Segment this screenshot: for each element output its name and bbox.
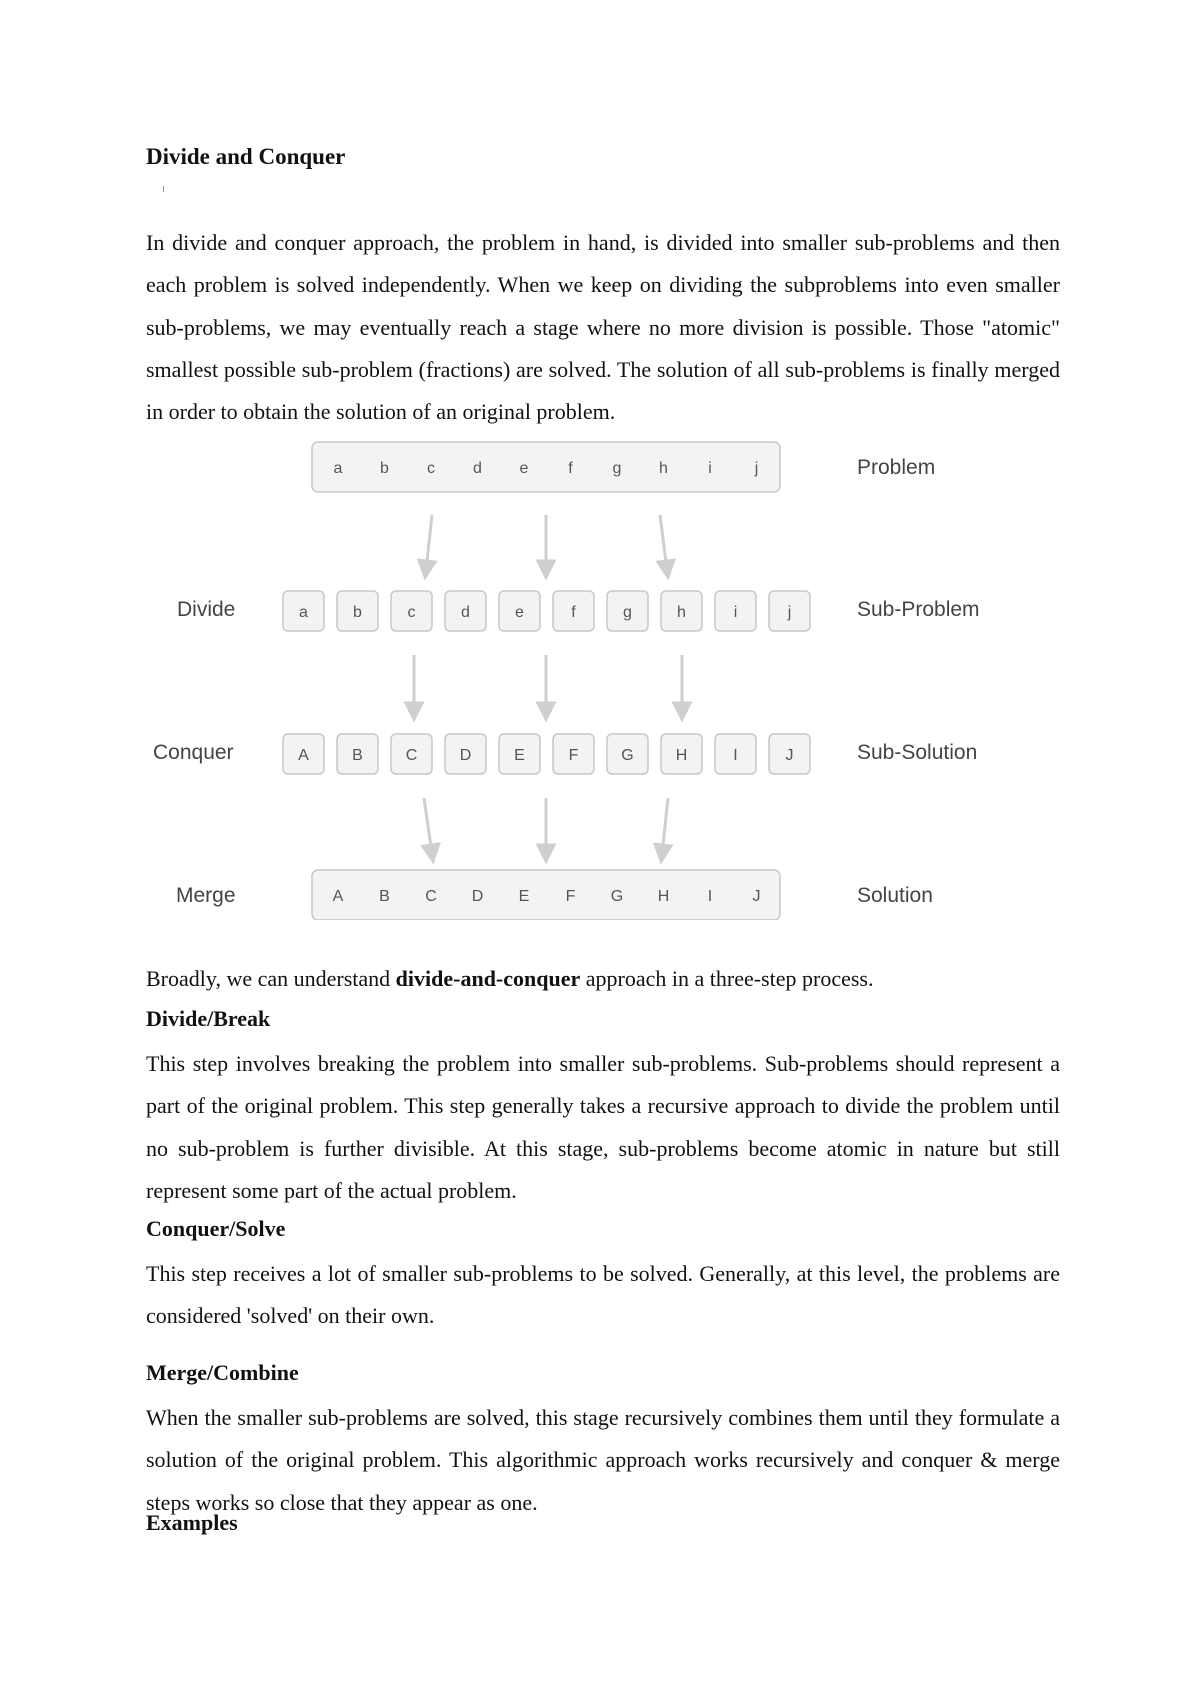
arrows-merge [424, 798, 668, 854]
cell-letter: i [733, 604, 738, 621]
cell-letter: D [459, 747, 472, 764]
broadly-text-before: Broadly, we can understand [146, 966, 396, 991]
page-title: Divide and Conquer [146, 144, 346, 169]
cell-letter: b [353, 604, 362, 621]
conquer-cells [283, 734, 810, 774]
cell-letter: G [621, 747, 634, 764]
cell-letter: I [733, 747, 738, 764]
cell-letter: F [568, 747, 579, 764]
cell-letter: A [298, 747, 309, 764]
merge-paragraph: When the smaller sub-problems are solved, this stage recursively combines them until they formulate a solution of the original problem. This algorithmic approach works recursively and conquer & merge steps works so close that they appear as one. [146, 1405, 1060, 1515]
bar-letter: F [565, 888, 576, 905]
arrow [426, 515, 432, 570]
bar-letter: D [471, 888, 484, 905]
arrow [662, 798, 668, 854]
heading-merge-combine: Merge/Combine [146, 1360, 299, 1385]
label-sub-problem: Sub-Problem [857, 598, 980, 621]
bar-letter: A [332, 888, 344, 905]
bar-letter: G [610, 888, 624, 905]
divide-and-conquer-diagram [0, 430, 1200, 920]
bar-letter: a [333, 460, 343, 477]
bar-letter: I [707, 888, 713, 905]
heading-conquer-solve: Conquer/Solve [146, 1216, 286, 1241]
bar-letter: b [380, 460, 389, 477]
label-sub-solution: Sub-Solution [857, 741, 978, 764]
heading-examples: Examples [146, 1510, 238, 1535]
broadly-paragraph [146, 958, 1060, 1000]
broadly-text-after: approach in a three-step process. [580, 966, 874, 991]
cell-letter: f [571, 604, 576, 621]
bar-letter: J [752, 888, 761, 905]
cell-letter: H [675, 747, 688, 764]
cell-letter: a [299, 604, 308, 621]
bar-letter: h [659, 460, 668, 477]
cell-letter: d [461, 604, 470, 621]
stray-mark [163, 186, 164, 192]
cell-letter: J [785, 747, 794, 764]
divide-cells [283, 591, 810, 631]
bar-letter: d [473, 460, 482, 477]
cell-letter: e [515, 604, 524, 621]
cell-letter: h [677, 604, 686, 621]
heading-divide-break: Divide/Break [146, 1006, 271, 1031]
label-problem: Problem [857, 456, 936, 479]
bar-letter: C [425, 888, 437, 905]
bar-letter: E [518, 888, 530, 905]
bar-letter: e [519, 460, 529, 477]
conquer-paragraph: This step receives a lot of smaller sub-problems to be solved. Generally, at this level, the problems are considered 'solved' on their own. [146, 1261, 1060, 1329]
divide-paragraph: This step involves breaking the problem into smaller sub-problems. Sub-problems should represent a part of the original problem. This step generally takes a recursive approach to divide the problem until no sub-problem is further divisible. At this stage, sub-problems become atomic in nature but still represent some part of the actual problem. [146, 1051, 1060, 1203]
label-merge: Merge [176, 884, 236, 907]
broadly-bold-term: divide-and-conquer [395, 966, 581, 991]
cell-letter: B [352, 747, 363, 764]
intro-paragraph: In divide and conquer approach, the problem in hand, is divided into smaller sub-problems and then each problem is solved independently. When we keep on dividing the subproblems into even smaller sub-problems, we may eventually reach a stage where no more division is possible. Those "atomic" smallest possible sub-problem (fractions) are solved. The solution of all sub-problems is finally merged in order to obtain the solution of an original problem. [146, 230, 1060, 425]
cell-letter: C [405, 747, 418, 764]
cell-letter: j [787, 604, 792, 621]
label-divide: Divide [177, 598, 236, 621]
bar-letter: H [657, 888, 670, 905]
arrows-conquer [414, 655, 682, 712]
bar-letter: B [379, 888, 390, 905]
arrows-divide [426, 515, 667, 570]
cell-letter: E [514, 747, 525, 764]
bar-letter: i [708, 460, 712, 477]
bar-letter: g [612, 460, 622, 477]
cell-letter: g [623, 604, 632, 621]
cell-letter: c [407, 604, 416, 621]
bar-letter: c [427, 460, 435, 477]
label-solution: Solution [857, 884, 933, 907]
arrow [424, 798, 432, 854]
bar-letter: f [568, 460, 573, 477]
arrow [660, 515, 667, 570]
bar-letter: j [754, 460, 759, 477]
label-conquer: Conquer [153, 741, 234, 764]
